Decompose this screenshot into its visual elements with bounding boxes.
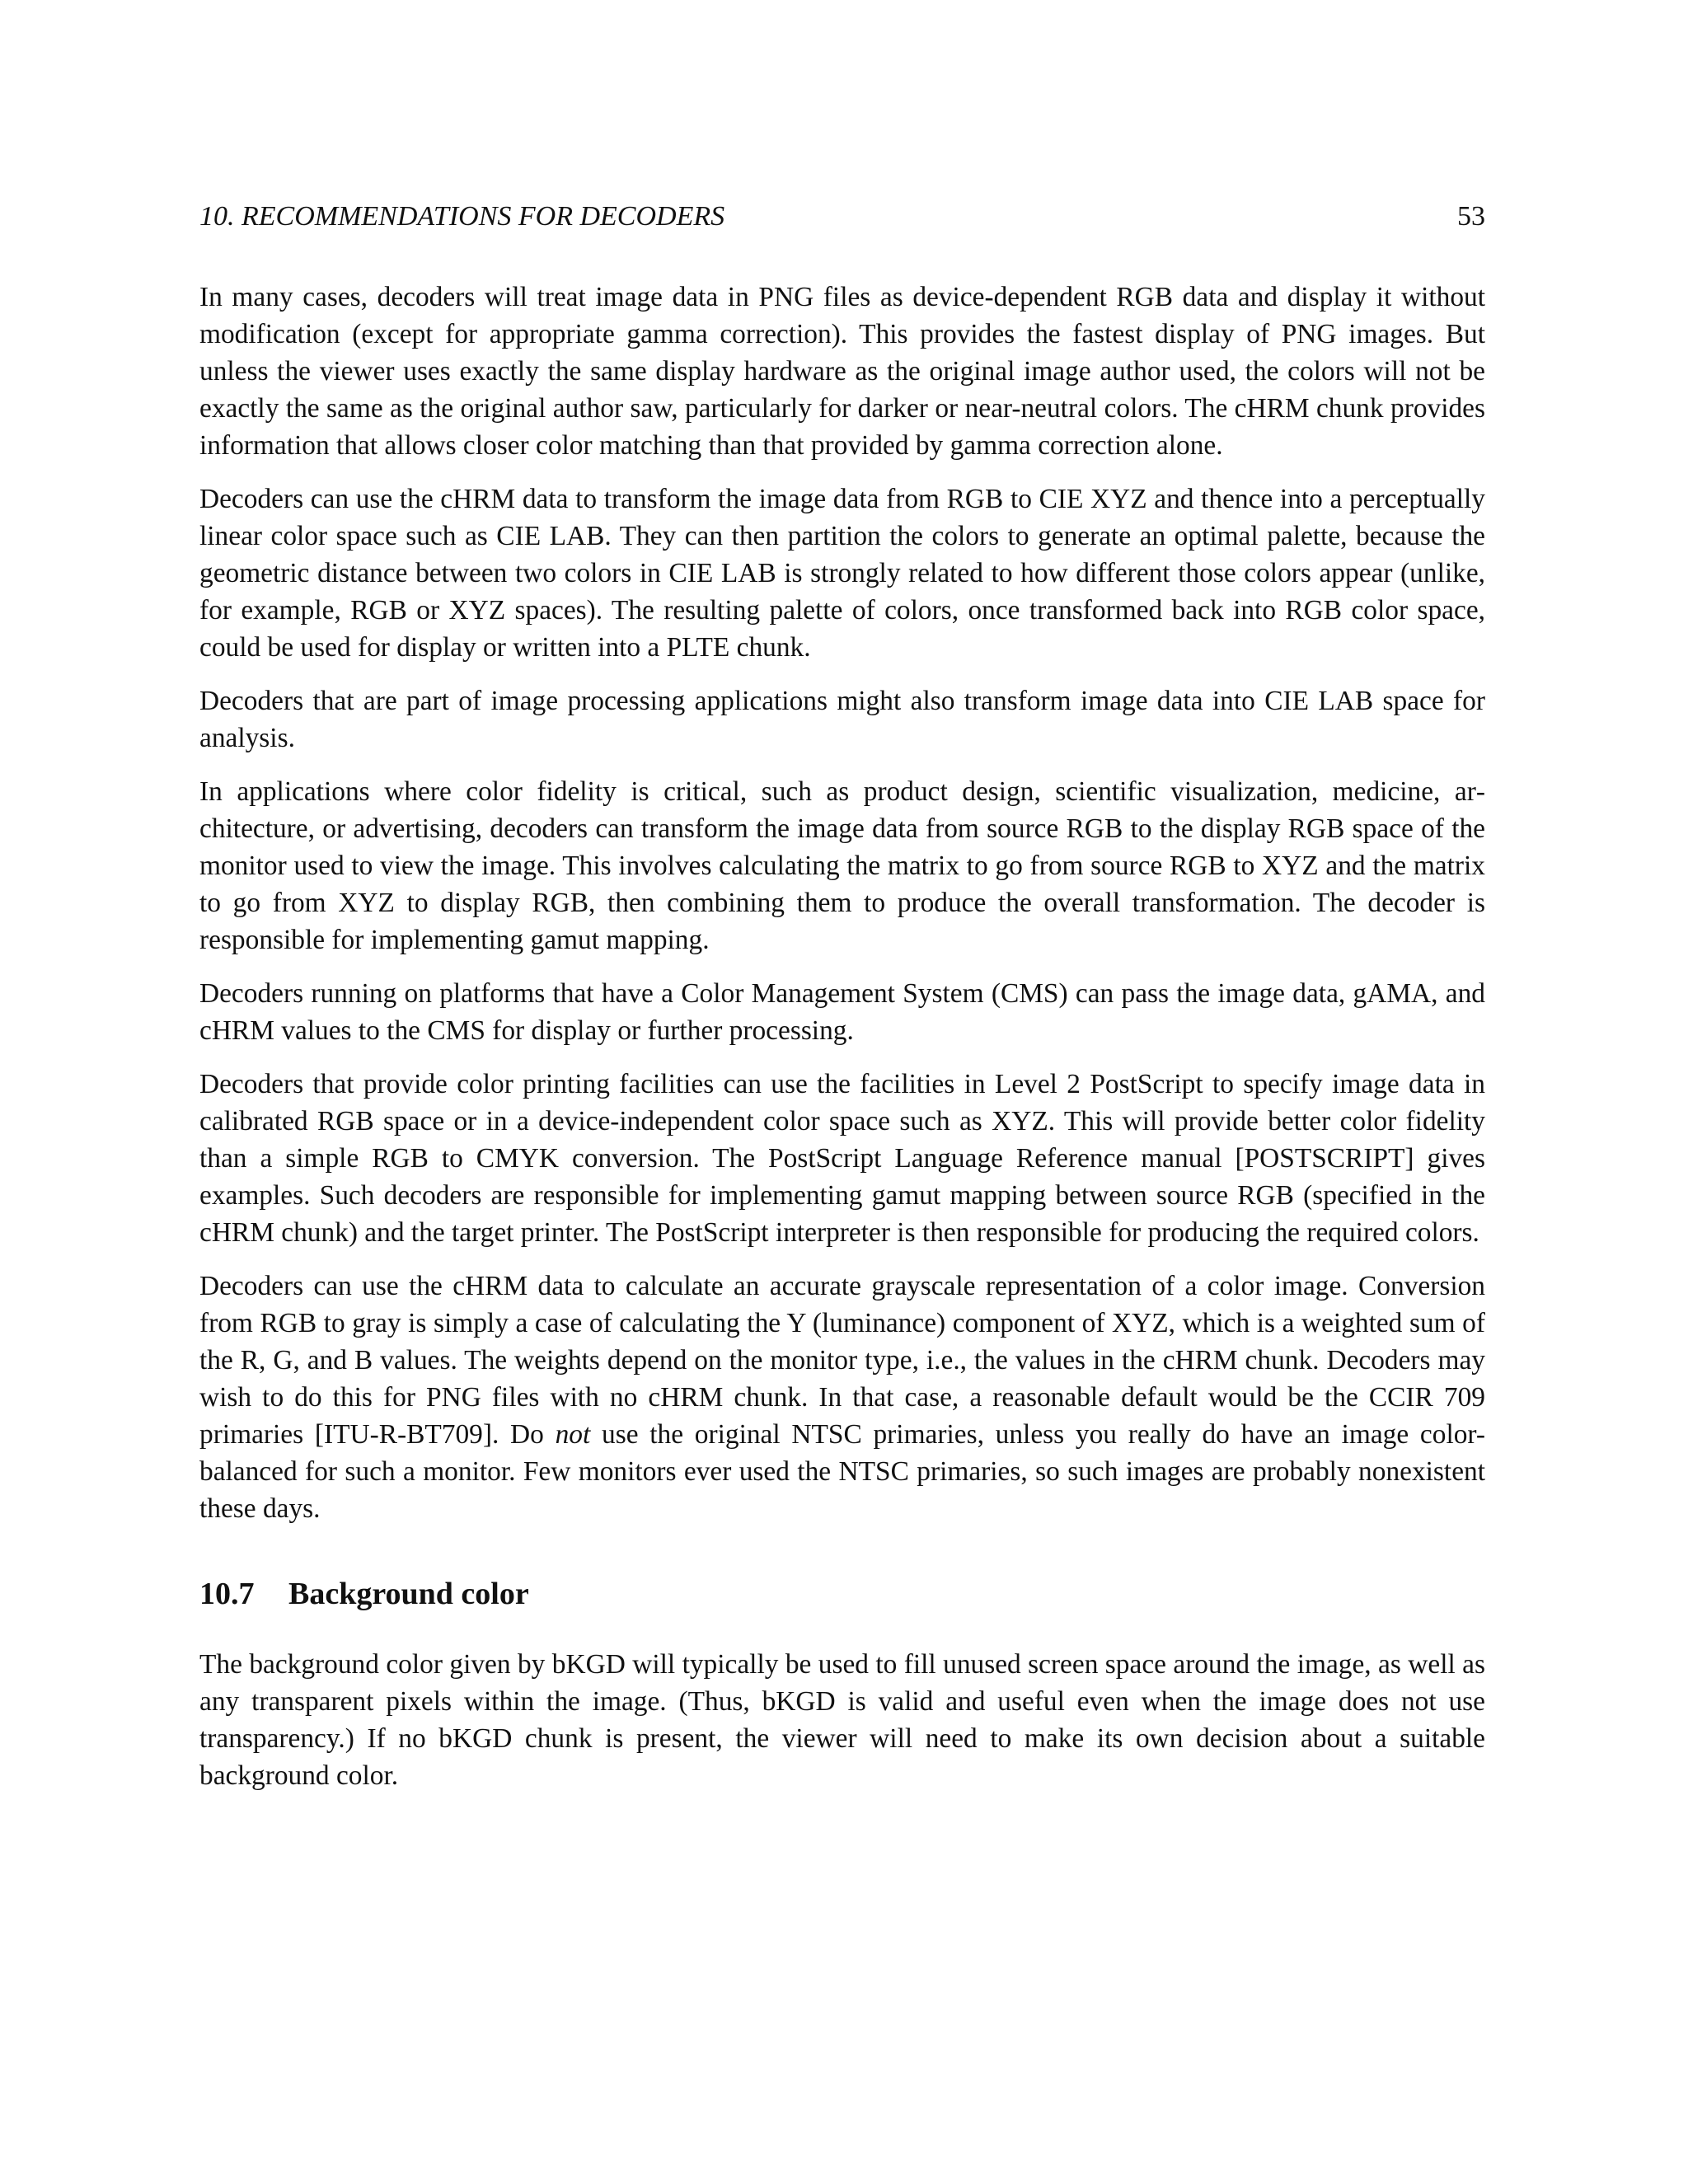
- paragraph: [199, 1268, 1485, 1527]
- section-heading: [199, 1573, 1485, 1615]
- paragraph: Decoders can use the cHRM data to transform the image data from RGB to CIE XYZ and thence into a perceptually linear color space such as CIE LAB. They can then partition the colors to generate an optimal palette, because the geometric distance between two colors in CIE LAB is strongly related to how different those colors appear (unlike, for example, RGB or XYZ spaces). The resulting palette of colors, once transformed back into RGB color space, could be used for display or written into a PLTE chunk.: [199, 484, 1485, 663]
- paragraph: Decoders that provide color printing facilities can use the facilities in Level 2 PostScript to specify image data in calibrated RGB space or in a device-independent color space such as XYZ. This will provide better color fidelity than a simple RGB to CMYK conversion. The PostScript Language Reference manual [POSTSCRIPT] gives examples. Such decoders are responsible for implementing gamut mapping between source RGB (specified in the cHRM chunk) and the target printer. The PostScript interpreter is then responsible for producing the required colors.: [199, 1069, 1485, 1248]
- chapter-title: 10. RECOMMENDATIONS FOR DECODERS: [199, 201, 725, 232]
- body-text: [199, 279, 1485, 1794]
- section-number: 10.7: [199, 1577, 255, 1611]
- paragraph: Decoders that are part of image processing applications might also transform image data into CIE LAB space for analysis.: [199, 686, 1485, 753]
- paragraph-text: Decoders can use the cHRM data to calculate an accurate grayscale representation of a color image. Conversion from RGB to gray is simply a case of calculating the Y (luminance) component of XYZ, which is a weighted sum of the R, G, and B values. The weights depend on the monitor type, i.e., the values in the cHRM chunk. Decoders may wish to do this for PNG files with no cHRM chunk. In that case, a reasonable default would be the CCIR 709 primaries [ITU-R-BT709]. Do: [199, 1271, 1485, 1450]
- paragraph: Decoders running on platforms that have a Color Management System (CMS) can pass the image data, gAMA, and cHRM values to the CMS for display or further processing.: [199, 978, 1485, 1046]
- page: [199, 198, 1485, 1811]
- page-number: 53: [1457, 201, 1485, 232]
- paragraph: In applications where color fidelity is critical, such as product design, scientific visualization, medicine, architecture, or advertising, decoders can transform the image data from source RGB to the display RGB space of the monitor used to view the image. This involves calculating the matrix to go from source RGB to XYZ and the matrix to go from XYZ to display RGB, then combining them to produce the overall transformation. The decoder is responsible for implementing gamut mapping.: [199, 776, 1485, 955]
- section-title: Background color: [288, 1577, 529, 1611]
- running-header: [199, 198, 1485, 236]
- paragraph: In many cases, decoders will treat image data in PNG files as device-dependent RGB data and display it without modification (except for appropriate gamma correction). This provides the fastest display of PNG images. But unless the viewer uses exactly the same display hardware as the original image author used, the colors will not be exactly the same as the original author saw, particularly for darker or near-neutral colors. The cHRM chunk provides information that allows closer color matching than that provided by gamma correction alone.: [199, 282, 1485, 461]
- paragraph-text: use the original NTSC primaries, unless you really do have an image color-balanced for such a monitor. Few monitors ever used the NTSC primaries, so such images are probably nonexistent these days.: [199, 1419, 1485, 1524]
- paragraph: The background color given by bKGD will typically be used to fill unused screen space around the image, as well as any transparent pixels within the image. (Thus, bKGD is valid and useful even when the image does not use transparency.) If no bKGD chunk is present, the viewer will need to make its own decision about a suitable background color.: [199, 1649, 1485, 1791]
- emphasis: not: [555, 1419, 591, 1450]
